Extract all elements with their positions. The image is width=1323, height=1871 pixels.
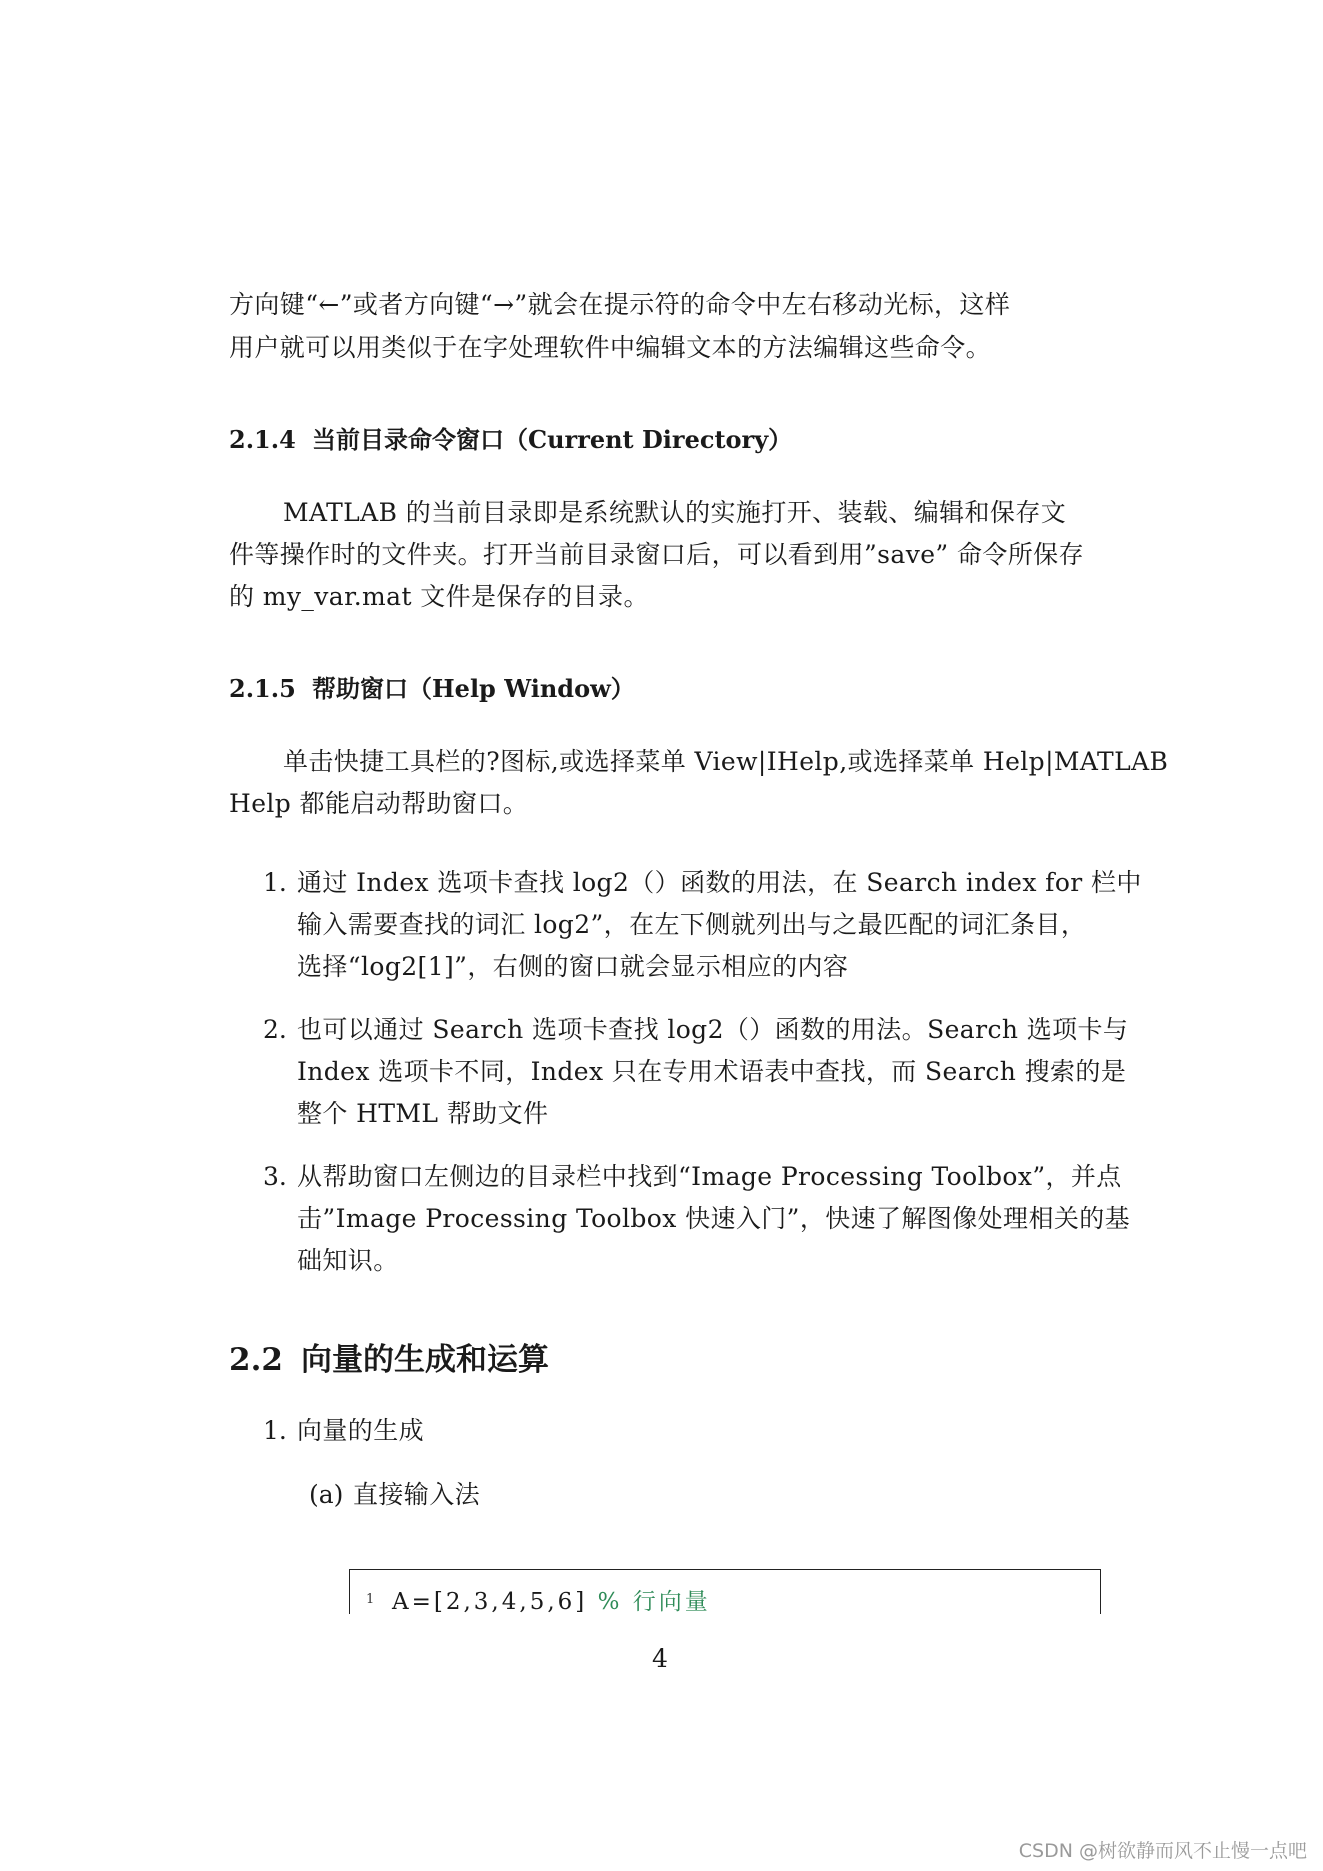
list-item-line: 输入需要查找的词汇 log2”，在左下侧就列出与之最匹配的词汇条目， [297, 910, 1087, 939]
list-item-number: 1. [263, 1416, 287, 1445]
section-heading-2-2 [229, 1340, 549, 1380]
code-line-number: 1 [366, 1592, 375, 1607]
list-item-line: 础知识。 [297, 1246, 399, 1275]
list-item-line: 通过 Index 选项卡查找 log2（）函数的用法，在 Search index for 栏中 [297, 868, 1142, 897]
code-listing [349, 1569, 1101, 1614]
list-item-label: 向量的生成 [297, 1416, 425, 1445]
list-item-number: 3. [263, 1162, 287, 1191]
sublist-item-marker: (a) [309, 1480, 344, 1509]
paragraph-line: 方向键“←”或者方向键“→”就会在提示符的命令中左右移动光标，这样 [229, 290, 1011, 319]
subsection-heading-2-1-4 [229, 423, 792, 457]
watermark: CSDN @树欲静而风不止慢一点吧 [1018, 1840, 1307, 1862]
code-line [392, 1583, 711, 1616]
sublist-item-label: 直接输入法 [353, 1480, 481, 1509]
paragraph-line: MATLAB 的当前目录即是系统默认的实施打开、装载、编辑和保存文 [283, 498, 1067, 527]
list-item-line: Index 选项卡不同，Index 只在专用术语表中查找，而 Search 搜索的是 [297, 1057, 1127, 1086]
list-item-line: 也可以通过 Search 选项卡查找 log2（）函数的用法。Search 选项卡与 [297, 1015, 1129, 1044]
page-number: 4 [652, 1644, 668, 1673]
section-number: 2.2 [229, 1342, 283, 1378]
paragraph-line: 的 my_var.mat 文件是保存的目录。 [229, 582, 649, 611]
paragraph-line: 用户就可以用类似于在字处理软件中编辑文本的方法编辑这些命令。 [229, 333, 992, 362]
list-item-line: 从帮助窗口左侧边的目录栏中找到“Image Processing Toolbox”，并点 [297, 1162, 1122, 1191]
list-item-line: 击”Image Processing Toolbox 快速入门”，快速了解图像处理相关的基 [297, 1204, 1131, 1233]
section-title: 向量的生成和运算 [301, 1342, 549, 1378]
list-item-number: 1. [263, 868, 287, 897]
subsection-number: 2.1.4 [229, 425, 296, 454]
subsection-heading-2-1-5 [229, 672, 635, 706]
list-item-line: 选择“log2[1]”，右侧的窗口就会显示相应的内容 [297, 952, 849, 981]
subsection-number: 2.1.5 [229, 674, 296, 703]
list-item-line: 整个 HTML 帮助文件 [297, 1099, 549, 1128]
code-comment: % 行向量 [597, 1589, 711, 1615]
code-statement: A=[2,3,4,5,6] [392, 1589, 588, 1615]
subsection-title: 当前目录命令窗口（Current Directory） [312, 425, 793, 454]
list-item-number: 2. [263, 1015, 287, 1044]
paragraph-line: 单击快捷工具栏的?图标,或选择菜单 View|IHelp,或选择菜单 Help|MATLAB [283, 747, 1169, 776]
paragraph-line: 件等操作时的文件夹。打开当前目录窗口后，可以看到用”save” 命令所保存 [229, 540, 1084, 569]
paragraph-line: Help 都能启动帮助窗口。 [229, 789, 529, 818]
subsection-title: 帮助窗口（Help Window） [312, 674, 635, 703]
